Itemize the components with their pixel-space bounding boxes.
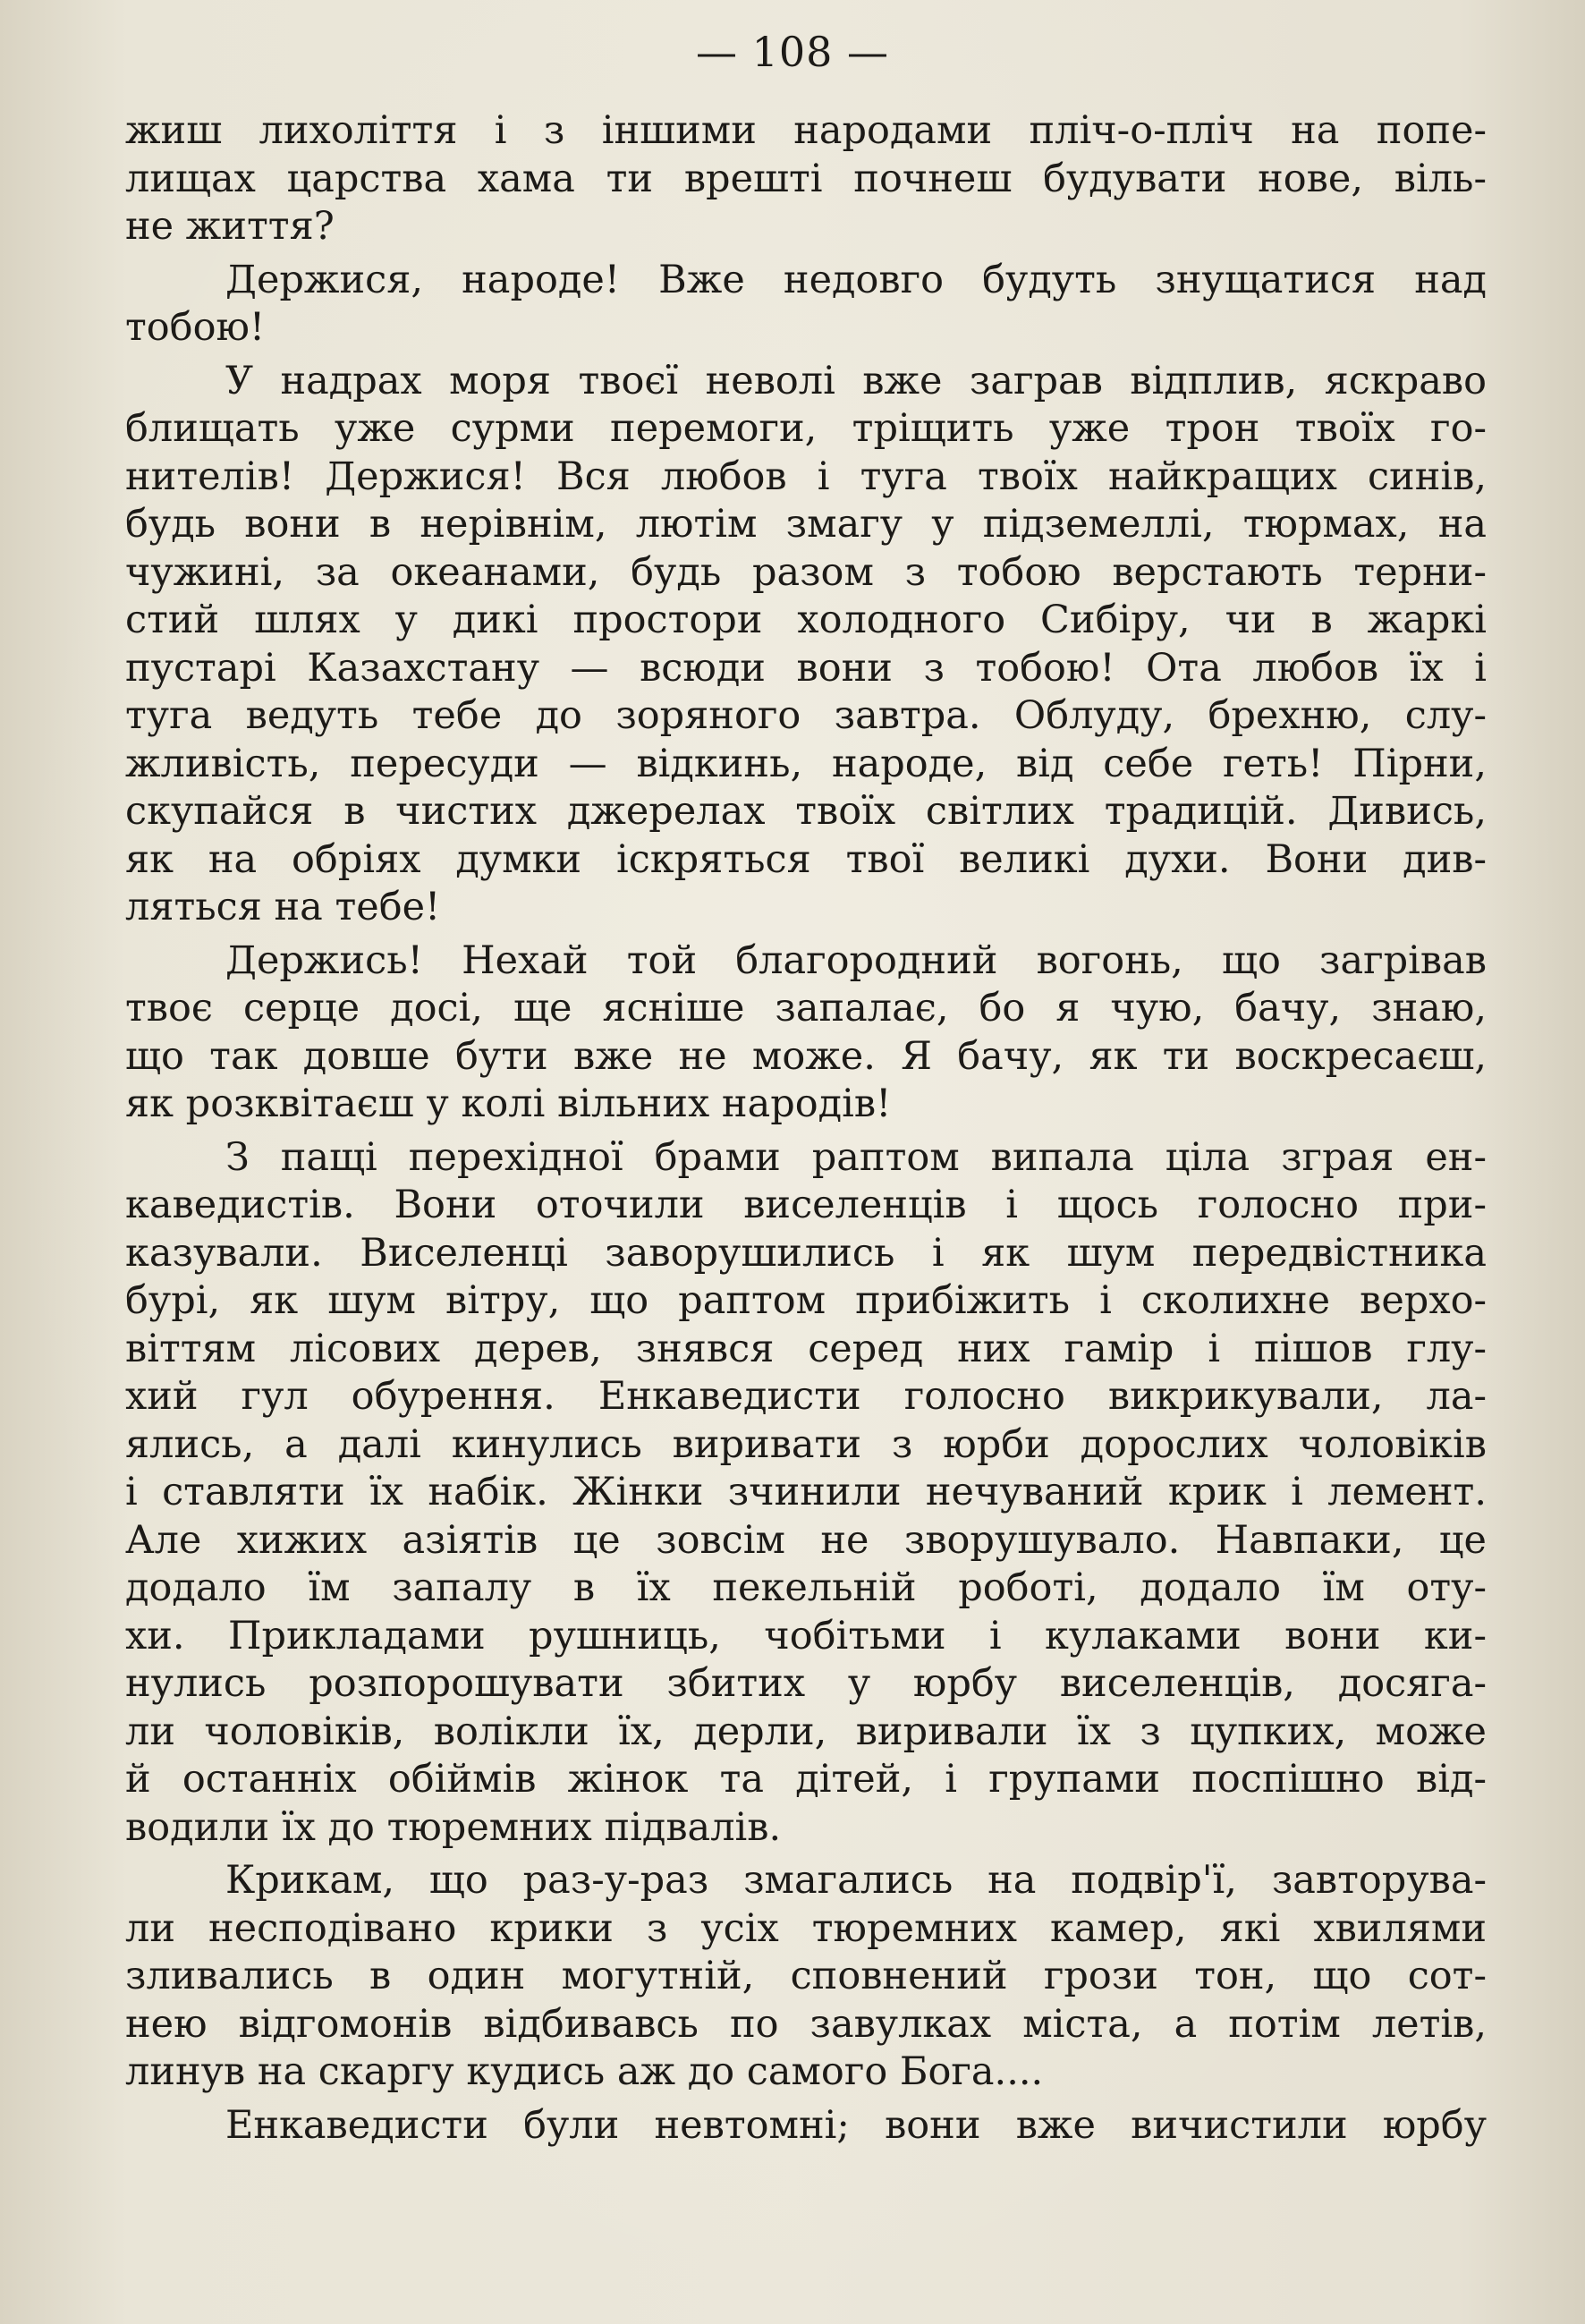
text-line: ли чоловіків, волікли їх, дерли, виривали їх з цупких, може xyxy=(125,1709,1487,1754)
text-line: що так довше бути вже не може. Я бачу, як ти воскресаєш, xyxy=(125,1033,1487,1079)
text-line: як на обріях думки іскряться твої великі духи. Вони див- xyxy=(125,836,1487,882)
text-line: З пащі перехідної брами раптом випала ціла зграя ен- xyxy=(225,1134,1487,1180)
text-line: тобою! xyxy=(125,305,266,350)
text-line: віттям лісових дерев, знявся серед них гамір і пішов глу- xyxy=(125,1326,1487,1371)
body-text xyxy=(125,107,1487,2150)
text-line: блищать уже сурми перемоги, тріщить уже трон твоїх го- xyxy=(125,406,1487,451)
text-line: Держися, народе! Вже недовго будуть знущатися над xyxy=(225,257,1487,302)
text-line: як розквітаєш у колі вільних народів! xyxy=(125,1081,892,1126)
text-line: ли несподівано крики з усіх тюремних камер, які хвилями xyxy=(125,1905,1487,1951)
text-line: Але хижих азіятів це зовсім не зворушувало. Навпаки, це xyxy=(125,1517,1487,1563)
text-line: казували. Виселенці заворушились і як шум передвістника xyxy=(125,1230,1487,1276)
text-line: жливість, пересуди — відкинь, народе, від себе геть! Пірни, xyxy=(125,741,1487,786)
text-line: додало їм запалу в їх пекельній роботі, додало їм оту- xyxy=(125,1565,1487,1610)
text-line: каведистів. Вони оточили виселенців і щось голосно при- xyxy=(125,1183,1487,1227)
text-line: нею відгомонів відбивавсь по завулках міста, а потім летів, xyxy=(125,2001,1487,2047)
text-line: ялись, а далі кинулись виривати з юрби дорослих чоловіків xyxy=(125,1421,1487,1467)
text-line: бурі, як шум вітру, що раптом прибіжить і сколихне верхо- xyxy=(125,1278,1487,1323)
text-line: нителів! Держися! Вся любов і туга твоїх найкращих синів, xyxy=(125,454,1487,499)
text-line: лищах царства хама ти врешті почнеш будувати нове, віль- xyxy=(125,156,1487,201)
text-line: водили їх до тюремних підвалів. xyxy=(125,1804,782,1850)
text-line: стий шлях у дикі простори холодного Сибіру, чи в жаркі xyxy=(125,598,1487,642)
text-line: чужині, за океанами, будь разом з тобою верстають терни- xyxy=(125,549,1487,595)
text-line: твоє серце досі, ще ясніше запалає, бо я чую, бачу, знаю, xyxy=(125,986,1487,1031)
text-line: хий гул обурення. Енкаведисти голосно викрикували, ла- xyxy=(125,1374,1487,1419)
text-line: туга ведуть тебе до зоряного завтра. Облуду, брехню, слу- xyxy=(125,693,1487,738)
text-line: ляться на тебе! xyxy=(125,885,441,929)
text-line: зливались в один могутній, сповнений грози тон, що сот- xyxy=(125,1954,1487,1998)
text-line: і ставляти їх набік. Жінки зчинили нечуваний крик і лемент. xyxy=(125,1470,1487,1514)
text-line: линув на скаргу кудись аж до самого Бога.... xyxy=(125,2049,1044,2094)
text-line: будь вони в нерівнім, лютім змагу у підземеллі, тюрмах, на xyxy=(125,502,1487,547)
text-line: скупайся в чистих джерелах твоїх світлих традицій. Дивись, xyxy=(125,789,1487,834)
text-line: Крикам, що раз-у-раз змагались на подвір'ї, завторува- xyxy=(225,1858,1487,1903)
text-line: нулись розпорошувати збитих у юрбу виселенців, досяга- xyxy=(125,1661,1487,1706)
text-line: жиш лихоліття і з іншими народами пліч-о-пліч на попе- xyxy=(125,108,1487,153)
text-line: хи. Прикладами рушниць, чобітьми і кулаками вони ки- xyxy=(125,1613,1487,1658)
text-line: не життя? xyxy=(125,204,335,249)
text-line: Енкаведисти були невтомні; вони вже вичистили юрбу xyxy=(225,2102,1487,2148)
page-number: — 108 — xyxy=(695,28,890,76)
text-line: пустарі Казахстану — всюди вони з тобою! Ота любов їх і xyxy=(125,645,1487,691)
text-line: У надрах моря твоєї неволі вже заграв відплив, яскраво xyxy=(225,358,1487,403)
text-line: й останніх обіймів жінок та дітей, і групами поспішно від- xyxy=(125,1757,1487,1802)
text-line: Держись! Нехай той благородний вогонь, що загрівав xyxy=(225,937,1487,983)
